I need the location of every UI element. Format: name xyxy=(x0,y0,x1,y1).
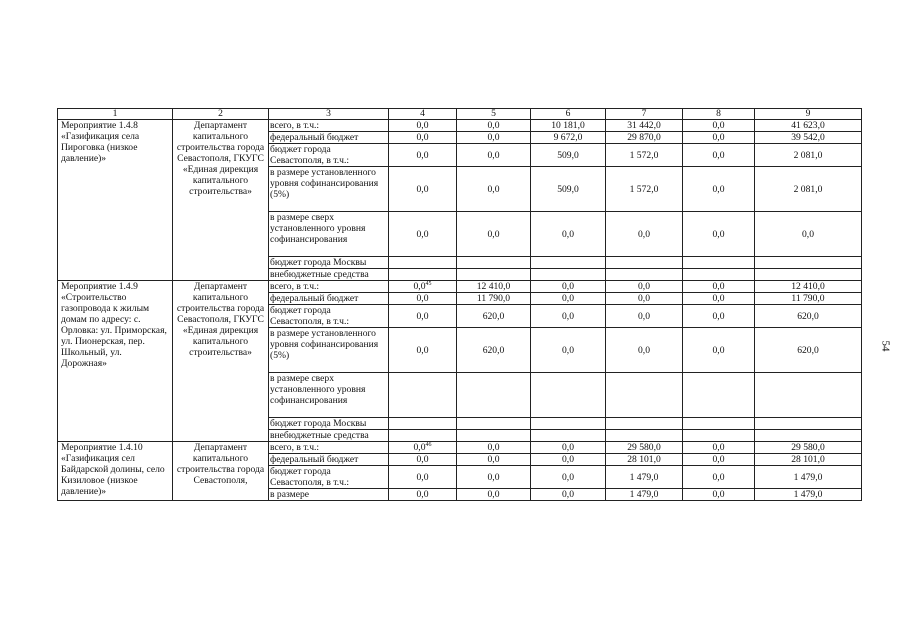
value-cell xyxy=(683,212,755,257)
department-cell: Департамент капитального строительства города Севастополя, xyxy=(173,442,269,501)
value-text: 0,0 xyxy=(712,281,725,292)
funding-source-label: бюджет города Москвы xyxy=(269,257,389,269)
value-text: 0,0 xyxy=(487,489,500,500)
value-text: 0,0 xyxy=(416,471,429,483)
funding-source-label: внебюджетные средства xyxy=(269,269,389,281)
header-cell: 8 xyxy=(683,109,755,120)
value-text: 0,0 xyxy=(416,293,429,304)
department-cell: Департамент капитального строительства города Севастополя, ГКУГС «Единая дирекция капитального строительства» xyxy=(173,120,269,281)
value-cell xyxy=(606,144,683,167)
value-cell xyxy=(606,269,683,281)
value-text: 0,0 xyxy=(562,489,574,500)
value-cell xyxy=(389,293,457,305)
value-cell xyxy=(755,281,862,293)
value-text: 0,0 xyxy=(712,454,725,465)
value-text: 1 479,0 xyxy=(793,471,823,483)
value-cell xyxy=(389,430,457,442)
value-cell xyxy=(683,132,755,144)
value-cell xyxy=(606,120,683,132)
value-text: 0,0 xyxy=(712,471,725,483)
value-cell xyxy=(606,167,683,212)
value-cell xyxy=(457,269,531,281)
value-cell xyxy=(755,489,862,501)
value-text: 0,0 xyxy=(413,442,426,453)
value-text: 0,0 xyxy=(562,344,574,356)
funding-source-label: в размере установленного уровня софинансирования (5%) xyxy=(269,328,389,373)
value-cell xyxy=(389,257,457,269)
value-text: 0,0 xyxy=(638,228,650,240)
value-text: 1 479,0 xyxy=(629,471,659,483)
value-text: 0,0 xyxy=(487,149,500,161)
value-cell xyxy=(606,281,683,293)
value-cell xyxy=(457,373,531,418)
value-text: 0,0 xyxy=(712,132,725,143)
value-text: 0,0 xyxy=(562,310,574,322)
value-cell xyxy=(606,466,683,489)
value-cell xyxy=(683,269,755,281)
value-cell xyxy=(755,293,862,305)
value-cell xyxy=(683,466,755,489)
value-cell xyxy=(531,120,606,132)
value-cell xyxy=(606,373,683,418)
value-cell xyxy=(755,328,862,373)
funding-source-label: федеральный бюджет xyxy=(269,454,389,466)
value-text: 0,0 xyxy=(487,132,500,143)
value-cell xyxy=(389,212,457,257)
funding-source-label: бюджет города Москвы xyxy=(269,418,389,430)
footnote-marker: 46 xyxy=(425,441,432,448)
page-number: 54 xyxy=(879,340,892,352)
value-cell xyxy=(755,466,862,489)
header-cell: 4 xyxy=(389,109,457,120)
footnote-marker: 45 xyxy=(425,280,432,287)
funding-source-label: в размере установленного уровня софинансирования (5%) xyxy=(269,167,389,212)
value-cell xyxy=(683,281,755,293)
value-cell xyxy=(531,144,606,167)
value-cell xyxy=(606,328,683,373)
value-cell xyxy=(531,269,606,281)
table-row xyxy=(58,281,862,293)
value-cell xyxy=(457,466,531,489)
value-cell xyxy=(683,305,755,328)
funding-source-label: федеральный бюджет xyxy=(269,293,389,305)
value-cell xyxy=(683,328,755,373)
value-text: 0,0 xyxy=(562,454,574,465)
value-cell xyxy=(457,132,531,144)
value-text: 509,0 xyxy=(557,149,579,161)
value-cell xyxy=(389,144,457,167)
measure-title: Мероприятие 1.4.10 «Газификация сел Байдарской долины, село Кизиловое (низкое давление)» xyxy=(58,442,173,501)
value-cell xyxy=(389,269,457,281)
table-row xyxy=(58,442,862,454)
value-text: 0,0 xyxy=(712,344,725,356)
value-cell xyxy=(457,257,531,269)
value-cell xyxy=(389,132,457,144)
funding-source-label: внебюджетные средства xyxy=(269,430,389,442)
value-cell xyxy=(389,466,457,489)
value-cell xyxy=(683,430,755,442)
header-cell: 5 xyxy=(457,109,531,120)
header-cell: 2 xyxy=(173,109,269,120)
value-cell xyxy=(531,489,606,501)
value-cell xyxy=(457,281,531,293)
value-cell xyxy=(755,212,862,257)
value-text: 2 081,0 xyxy=(793,149,823,161)
value-cell xyxy=(683,293,755,305)
value-text: 0,0 xyxy=(712,183,725,195)
value-cell xyxy=(683,120,755,132)
value-text: 620,0 xyxy=(797,344,819,356)
value-text: 11 790,0 xyxy=(791,293,825,304)
value-cell xyxy=(531,257,606,269)
value-text: 1 479,0 xyxy=(629,489,659,500)
value-cell xyxy=(755,418,862,430)
value-cell xyxy=(683,167,755,212)
value-cell xyxy=(606,418,683,430)
funding-source-label: в размере сверх установленного уровня софинансирования xyxy=(269,212,389,257)
value-text: 0,0 xyxy=(802,228,814,240)
funding-source-label: всего, в т.ч.: xyxy=(269,281,389,293)
value-text: 0,0 xyxy=(416,132,429,143)
value-text: 41 623,0 xyxy=(791,120,825,131)
value-cell xyxy=(389,418,457,430)
value-cell xyxy=(531,167,606,212)
value-text: 28 101,0 xyxy=(791,454,825,465)
value-cell xyxy=(457,167,531,212)
budget-table xyxy=(57,108,862,501)
header-cell: 9 xyxy=(755,109,862,120)
value-text: 0,0 xyxy=(416,183,429,195)
value-cell xyxy=(457,120,531,132)
value-cell xyxy=(531,281,606,293)
value-text: 0,0 xyxy=(638,281,650,292)
value-text: 0,0 xyxy=(487,442,500,453)
header-cell: 1 xyxy=(58,109,173,120)
value-cell xyxy=(683,418,755,430)
value-text: 39 542,0 xyxy=(791,132,825,143)
value-cell xyxy=(606,442,683,454)
value-text: 0,0 xyxy=(413,281,426,292)
value-cell xyxy=(531,442,606,454)
value-cell xyxy=(457,489,531,501)
value-text: 0,0 xyxy=(712,489,725,500)
value-cell xyxy=(755,430,862,442)
measure-title: Мероприятие 1.4.9 «Строительство газопровода к жилым домам по адресу: с. Орловка: ул. Приморская, ул. Пионерская, пер. Школьный, ул. Дорожная» xyxy=(58,281,173,442)
value-text: 1 479,0 xyxy=(793,489,823,500)
table-row xyxy=(58,120,862,132)
funding-source-label: бюджет города Севастополя, в т.ч.: xyxy=(269,466,389,489)
value-cell xyxy=(755,454,862,466)
value-cell xyxy=(531,212,606,257)
value-cell xyxy=(531,293,606,305)
value-cell xyxy=(389,328,457,373)
value-text: 0,0 xyxy=(712,120,725,131)
value-text: 0,0 xyxy=(638,310,650,322)
value-text: 509,0 xyxy=(557,183,579,195)
value-text: 0,0 xyxy=(712,293,725,304)
value-text: 2 081,0 xyxy=(793,183,823,195)
value-cell xyxy=(606,257,683,269)
value-text: 28 101,0 xyxy=(627,454,661,465)
value-cell xyxy=(606,489,683,501)
value-cell xyxy=(755,373,862,418)
funding-source-label: бюджет города Севастополя, в т.ч.: xyxy=(269,144,389,167)
value-cell xyxy=(755,132,862,144)
funding-source-label: бюджет города Севастополя, в т.ч.: xyxy=(269,305,389,328)
value-cell xyxy=(457,212,531,257)
value-cell xyxy=(531,466,606,489)
funding-source-label: в размере сверх установленного уровня софинансирования xyxy=(269,373,389,418)
value-text: 31 442,0 xyxy=(627,120,661,131)
funding-source-label: всего, в т.ч.: xyxy=(269,120,389,132)
value-text: 0,0 xyxy=(416,344,429,356)
value-cell xyxy=(457,328,531,373)
value-cell xyxy=(531,454,606,466)
value-cell xyxy=(755,442,862,454)
value-cell xyxy=(389,120,457,132)
value-cell xyxy=(457,430,531,442)
value-text: 9 672,0 xyxy=(553,132,583,143)
value-cell xyxy=(531,328,606,373)
value-cell xyxy=(755,144,862,167)
value-text: 0,0 xyxy=(562,293,574,304)
value-cell xyxy=(389,489,457,501)
value-cell xyxy=(389,454,457,466)
value-cell xyxy=(606,454,683,466)
value-text: 0,0 xyxy=(487,228,500,240)
value-cell xyxy=(389,373,457,418)
value-text: 11 790,0 xyxy=(476,293,511,304)
value-text: 0,0 xyxy=(712,149,725,161)
value-cell xyxy=(606,293,683,305)
value-text: 0,0 xyxy=(416,489,429,500)
value-text: 0,0 xyxy=(562,281,574,292)
measure-title: Мероприятие 1.4.8 «Газификация села Пироговка (низкое давление)» xyxy=(58,120,173,281)
value-cell xyxy=(606,430,683,442)
value-text: 29 870,0 xyxy=(627,132,661,143)
value-cell xyxy=(755,167,862,212)
value-text: 10 181,0 xyxy=(551,120,585,131)
value-cell xyxy=(755,120,862,132)
value-text: 0,0 xyxy=(638,293,650,304)
value-cell xyxy=(531,132,606,144)
header-cell: 7 xyxy=(606,109,683,120)
value-cell xyxy=(683,373,755,418)
value-cell xyxy=(457,454,531,466)
value-cell xyxy=(389,281,457,293)
value-cell xyxy=(755,257,862,269)
value-cell xyxy=(606,305,683,328)
value-text: 12 410,0 xyxy=(476,281,511,292)
funding-source-label: в размере xyxy=(269,489,389,501)
value-cell xyxy=(683,454,755,466)
value-cell xyxy=(389,305,457,328)
value-cell xyxy=(683,442,755,454)
header-row xyxy=(58,109,862,120)
value-text: 0,0 xyxy=(416,454,429,465)
value-text: 0,0 xyxy=(638,344,650,356)
value-cell xyxy=(531,430,606,442)
header-cell: 3 xyxy=(269,109,389,120)
value-text: 0,0 xyxy=(712,228,725,240)
value-cell xyxy=(531,305,606,328)
value-text: 0,0 xyxy=(416,149,429,161)
value-cell xyxy=(683,257,755,269)
value-text: 620,0 xyxy=(482,310,505,322)
funding-source-label: федеральный бюджет xyxy=(269,132,389,144)
value-cell xyxy=(531,418,606,430)
value-text: 0,0 xyxy=(487,471,500,483)
value-text: 0,0 xyxy=(712,310,725,322)
value-text: 0,0 xyxy=(416,310,429,322)
value-text: 12 410,0 xyxy=(791,281,825,292)
value-text: 1 572,0 xyxy=(629,183,659,195)
value-text: 0,0 xyxy=(562,442,574,453)
value-cell xyxy=(531,373,606,418)
value-cell xyxy=(606,212,683,257)
value-text: 1 572,0 xyxy=(629,149,659,161)
value-text: 0,0 xyxy=(712,442,725,453)
value-text: 0,0 xyxy=(487,183,500,195)
value-text: 0,0 xyxy=(487,120,500,131)
value-cell xyxy=(683,489,755,501)
value-text: 0,0 xyxy=(416,120,429,131)
value-cell xyxy=(389,167,457,212)
value-cell xyxy=(457,305,531,328)
value-text: 620,0 xyxy=(797,310,819,322)
value-text: 620,0 xyxy=(482,344,505,356)
value-cell xyxy=(457,442,531,454)
header-cell: 6 xyxy=(531,109,606,120)
value-cell xyxy=(755,305,862,328)
value-text: 0,0 xyxy=(416,228,429,240)
value-cell xyxy=(457,293,531,305)
value-cell xyxy=(457,144,531,167)
value-cell xyxy=(606,132,683,144)
value-text: 29 580,0 xyxy=(791,442,825,453)
value-cell xyxy=(389,442,457,454)
value-cell xyxy=(755,269,862,281)
value-cell xyxy=(457,418,531,430)
department-cell: Департамент капитального строительства города Севастополя, ГКУГС «Единая дирекция капитального строительства» xyxy=(173,281,269,442)
value-cell xyxy=(683,144,755,167)
funding-source-label: всего, в т.ч.: xyxy=(269,442,389,454)
value-text: 0,0 xyxy=(487,454,500,465)
value-text: 0,0 xyxy=(562,228,574,240)
value-text: 0,0 xyxy=(562,471,574,483)
value-text: 29 580,0 xyxy=(627,442,661,453)
